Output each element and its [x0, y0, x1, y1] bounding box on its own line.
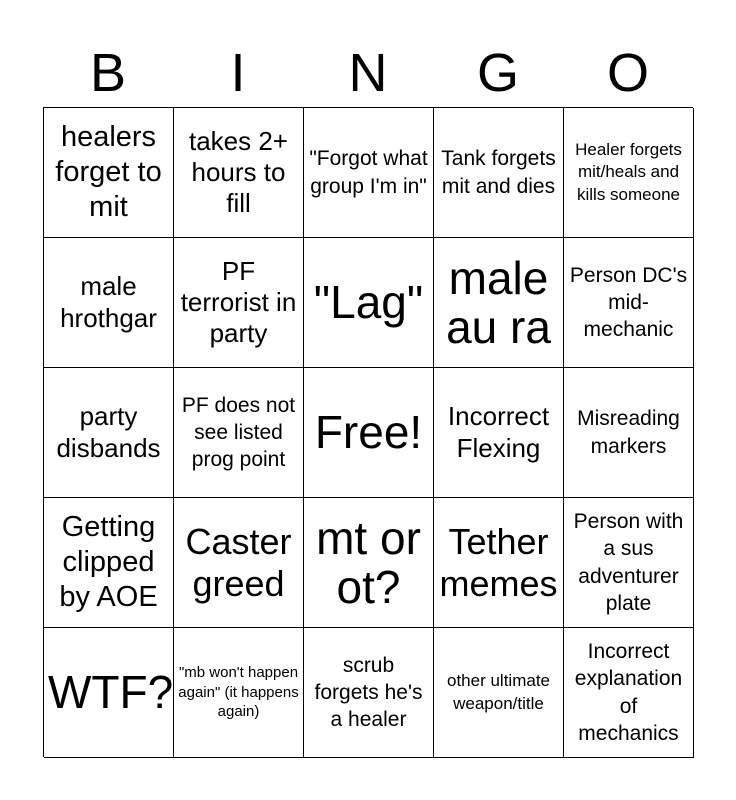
header-letter-o: O	[606, 43, 649, 103]
bingo-cell-g5[interactable]	[434, 628, 564, 758]
bingo-cell-n5[interactable]	[304, 628, 434, 758]
bingo-cell-text: PF does not see listed prog point	[181, 393, 296, 472]
bingo-cell-text: scrub forgets he's a healer	[314, 653, 423, 732]
bingo-cell-text: PF terrorist in party	[180, 255, 297, 349]
bingo-cell-text: male hrothgar	[60, 271, 157, 333]
header-letter-n: N	[348, 43, 388, 103]
bingo-cell-text: "Lag"	[313, 276, 424, 329]
bingo-cell-i4[interactable]	[174, 498, 304, 628]
bingo-cell-o4[interactable]	[564, 498, 694, 628]
bingo-cell-text: takes 2+ hours to fill	[188, 125, 288, 219]
bingo-cell-n4[interactable]	[304, 498, 434, 628]
bingo-cell-text: Tether memes	[439, 521, 558, 604]
bingo-cell-text: party disbands	[56, 401, 161, 463]
header-letter-g: G	[476, 43, 519, 103]
bingo-cell-b5[interactable]	[44, 628, 174, 758]
bingo-cell-text: Healer forgets mit/heals and kills someone	[575, 140, 682, 204]
bingo-cell-i3[interactable]	[174, 368, 304, 498]
bingo-cell-text: Free!	[314, 406, 423, 459]
bingo-cell-text: Tank forgets mit and dies	[441, 147, 556, 198]
bingo-cell-o2[interactable]	[564, 238, 694, 368]
bingo-cell-text: "mb won't happen again" (it happens again)	[178, 664, 299, 721]
bingo-cell-text: other ultimate weapon/title	[447, 671, 550, 713]
header-letter-i: I	[230, 43, 246, 103]
bingo-cell-b1[interactable]	[44, 108, 174, 238]
bingo-cell-n2[interactable]	[304, 238, 434, 368]
bingo-cell-text: "Forgot what group I'm in"	[309, 147, 428, 198]
bingo-cell-o5[interactable]	[564, 628, 694, 758]
bingo-cell-o3[interactable]	[564, 368, 694, 498]
bingo-cell-g3[interactable]	[434, 368, 564, 498]
bingo-grid	[43, 107, 693, 757]
header-letter-b: B	[89, 43, 127, 103]
bingo-cell-b3[interactable]	[44, 368, 174, 498]
bingo-cell-text: male au ra	[446, 252, 551, 353]
bingo-cell-text: Incorrect explanation of mechanics	[574, 639, 683, 745]
bingo-cell-b2[interactable]	[44, 238, 174, 368]
bingo-cell-i5[interactable]	[174, 628, 304, 758]
bingo-cell-n3-free[interactable]	[304, 368, 434, 498]
bingo-cell-b4[interactable]	[44, 498, 174, 628]
bingo-cell-text: Incorrect Flexing	[447, 401, 550, 463]
bingo-cell-i1[interactable]	[174, 108, 304, 238]
bingo-cell-text: Person with a sus adventurer plate	[573, 509, 684, 615]
bingo-cell-g1[interactable]	[434, 108, 564, 238]
bingo-cell-g2[interactable]	[434, 238, 564, 368]
bingo-cell-text: Misreading markers	[577, 407, 680, 458]
bingo-cell-n1[interactable]	[304, 108, 434, 238]
bingo-header	[43, 38, 693, 108]
bingo-cell-text: Person DC's mid-mechanic	[569, 263, 688, 342]
bingo-cell-text: WTF?	[48, 666, 174, 719]
bingo-cell-o1[interactable]	[564, 108, 694, 238]
bingo-cell-g4[interactable]	[434, 498, 564, 628]
bingo-cell-text: mt or ot?	[316, 512, 421, 613]
bingo-cell-i2[interactable]	[174, 238, 304, 368]
bingo-cell-text: healers forget to mit	[55, 121, 162, 223]
bingo-cell-text: Getting clipped by AOE	[59, 511, 158, 613]
bingo-cell-text: Caster greed	[185, 521, 292, 604]
